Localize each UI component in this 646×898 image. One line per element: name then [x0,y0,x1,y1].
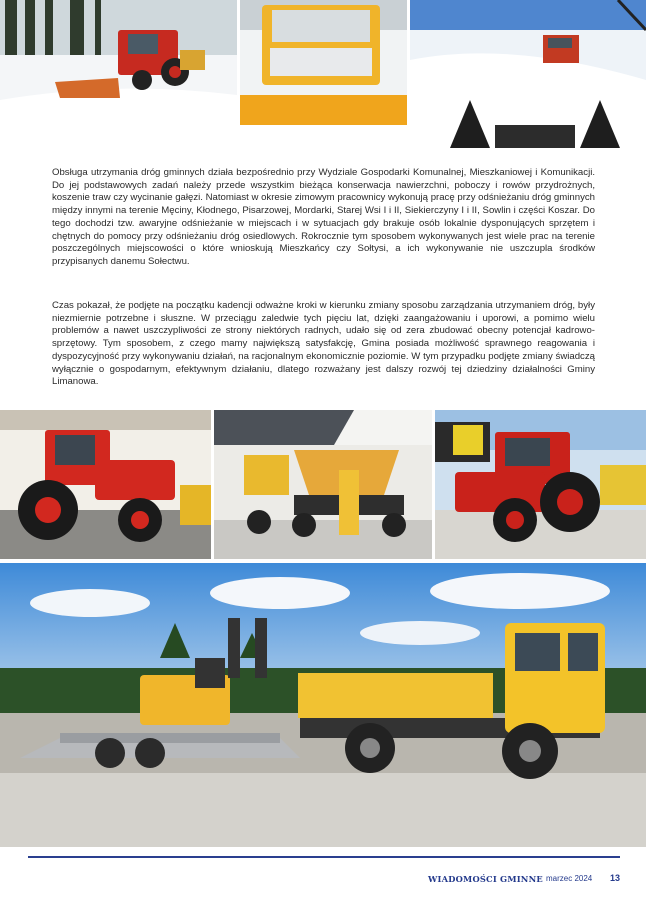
photo-truck-front-plow [240,0,407,148]
article-paragraph-1: Obsługa utrzymania dróg gminnych działa bezpośrednio przy Wydziale Gospodarki Komunalnej, Mieszkaniowej i Komunikacji. Do jej podstawowych zadań należy przede wszystkim bieżąca konserwacja nawierzchni, poboczy i rowów przydrożnych, koszenie traw czy wycinanie gałęzi. Natomiast w okresie zimowym pracownicy wykonują pracę przy odśnieżaniu dróg gminnych między innymi na terenie Męciny, Kłodnego, Pisarzowej, Mordarki, Starej Wsi I i II, Siekierczyny I i II, Sowlin i części Koszar. Do tego dochodzi tzw. awaryjne odśnieżanie w miejscach i w sytuacjach gdy brakuje osób lokalnie dysponujących sprzętem i chętnych do pomocy przy odśnieżaniu dróg osiedlowych. Rokrocznie tym sposobem wykonywanych jest wiele prac na terenie poszczególnych miejscowości o które wnioskują Mieszkańcy czy Sołtysi, a ich wykonywanie nie uszczupla środków przypisanych danemu Sołectwu. [52,167,595,267]
publication-name: WIADOMOŚCI GMINNE [428,874,543,884]
photo-loader-cab-view [410,0,646,148]
article-paragraph-2: Czas pokazał, że podjęte na początku kadencji odważne kroki w kierunku zmiany sposobu zarządzania utrzymaniem dróg, były niezmiernie potrzebne i słuszne. W przeciągu zaledwie tych pięciu lat, dzięki zaangażowaniu i uporowi, a pomimo wielu problemów a nawet uszczypliwości ze strony niektórych radnych, udało się od zera zbudować obecny potencjał kadrowo-sprzętowy. Tym sposobem, z czego mamy największą satysfakcję, Gmina posiada możliwość sprawnego reagowania i dyspozycyjność przy wykonywaniu działań, na racjonalnym ekonomicznie poziomie. W tym przypadku podjęte zmiany świadczą wyłącznie o gospodarnym, efektywnym działaniu, dlatego rozważany jest dalszy rozwój tej dziedziny działalności Gminy Limanowa. [52,300,595,388]
footer-divider [28,856,620,858]
photo-truck-with-roller-trailer [0,563,646,847]
photo-tractor-snow-plow [0,0,237,148]
photo-salt-spreader-truck [214,410,432,559]
photo-red-tractor [0,410,211,559]
issue-date: marzec 2024 [546,874,593,883]
page-number: 13 [610,873,621,883]
photo-red-tractor-blue-sky [435,410,646,559]
